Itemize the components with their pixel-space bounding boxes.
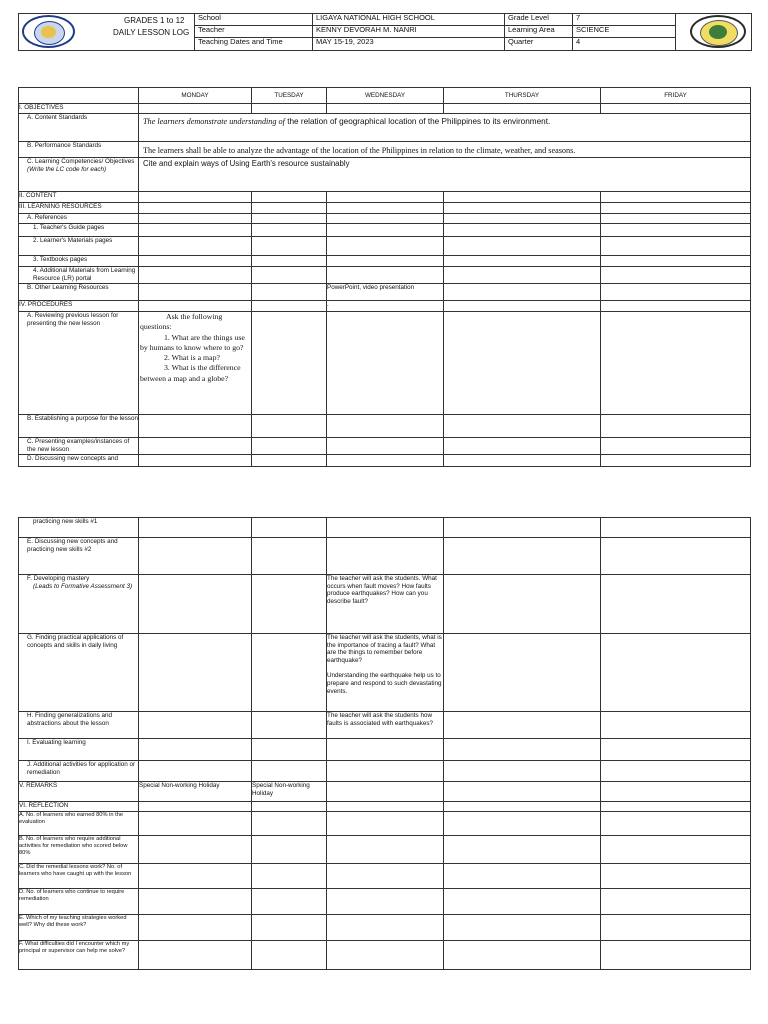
row-label-performance-standards: B. Performance Standards [19,142,139,158]
row-label-reviewing-previous-lesson: A. Reviewing previous lesson for presenting the new lesson [19,312,139,415]
practical-applications-wednesday [327,634,444,712]
day-header-tuesday: TUESDAY [252,88,327,104]
lesson-log-table-page-1 [18,87,751,467]
row-label-presenting-examples: C. Presenting examples/instances of the new lesson [19,438,139,455]
row-label-content-standards: A. Content Standards [19,114,139,142]
school-seal-logo [690,15,746,48]
row-label-discussing-concepts-1: D. Discussing new concepts and [19,455,139,467]
row-label-reflection-b: B. No. of learners who require additional activities for remediation who scored below 80% [19,836,139,864]
section-reflection: VI. REFLECTION [19,802,139,812]
dates-value: MAY 15-19, 2023 [313,38,505,50]
row-label-discussing-concepts-1-cont: practicing new skills #1 [19,518,139,538]
dates-label: Teaching Dates and Time [194,38,313,50]
school-value: LIGAYA NATIONAL HIGH SCHOOL [313,14,505,26]
teacher-label: Teacher [194,26,313,38]
lesson-log-header [18,13,752,51]
row-label-evaluating-learning: I. Evaluating learning [19,739,139,761]
day-header-thursday: THURSDAY [444,88,601,104]
applications-question: The teacher will ask the students, what is the importance of tracing a fault? What are the things to remember before earthquake? [327,634,442,664]
review-questions-monday [139,312,252,415]
grade-level-value: 7 [573,14,676,26]
grade-level-label: Grade Level [505,14,573,26]
quarter-value: 4 [573,38,676,50]
quarter-label: Quarter [505,38,573,50]
other-resources-wednesday: PowerPoint, video presentation [327,284,444,301]
performance-standards-text: The learners shall be able to analyze the advantage of the location of the Philippines in relation to the climate, weather, and seasons. [143,146,576,155]
row-label-reflection-c: C. Did the remedial lessons work? No. of learners who have caught up with the lesson [19,864,139,889]
section-procedures: IV. PROCEDURES [19,301,139,312]
procedures-wednesday-mark: . [327,301,444,312]
deped-seal-logo [22,15,75,48]
content-standards-text [139,114,751,142]
review-intro: Ask the following questions: [140,312,223,332]
row-label-learners-materials: 2. Learner's Materials pages [19,237,139,256]
row-label-reflection-a: A. No. of learners who earned 80% in the evaluation [19,812,139,836]
competencies-note: (Write the LC code for each) [27,165,107,173]
section-content: II. CONTENT [19,192,139,203]
row-label-reflection-d: D. No. of learners who continue to require remediation [19,889,139,915]
row-label-teachers-guide: 1. Teacher's Guide pages [19,224,139,237]
row-label-additional-materials: 4. Additional Materials from Learning Resource (LR) portal [19,267,139,284]
developing-mastery-note: (Leads to Formative Assessment 3) [33,582,133,590]
school-label: School [194,14,313,26]
review-question-1: 1. What are the things use by humans to know where to go? [140,332,245,352]
section-learning-resources: III. LEARNING RESOURCES [19,203,139,214]
teacher-value: KENNY DEVORAH M. NANRI [313,26,505,38]
corner-cell [19,88,139,104]
generalizations-wednesday: The teacher will ask the students how faults is associated with earthquakes? [327,712,444,739]
review-question-2: 2. What is a map? [164,353,220,363]
day-header-monday: MONDAY [139,88,252,104]
row-label-discussing-concepts-2: E. Discussing new concepts and practicing new skills #2 [19,538,139,575]
row-label-textbooks: 3. Textbooks pages [19,256,139,267]
row-label-additional-activities: J. Additional activities for application or remediation [19,761,139,782]
competencies-text: Cite and explain ways of Using Earth's resource sustainably [139,158,751,192]
lesson-log-table-page-2 [18,517,751,970]
section-objectives: I. OBJECTIVES [19,104,139,114]
section-remarks: V. REMARKS [19,782,139,802]
row-label-other-resources: B. Other Learning Resources [19,284,139,301]
content-standards-italic: The learners demonstrate understanding of [143,117,285,126]
day-header-friday: FRIDAY [601,88,751,104]
content-standards-rest: the relation of geographical location of the Philippines to its environment. [284,117,551,126]
developing-mastery-label: F. Developing mastery [27,575,90,582]
learning-area-value: SCIENCE [573,26,676,38]
row-label-references: A. References [19,214,139,224]
review-question-3: 3. What is the difference between a map and a globe? [140,363,241,383]
remarks-tuesday: Special Non-working Holiday [252,782,327,802]
remarks-monday: Special Non-working Holiday [139,782,252,802]
row-label-practical-applications: G. Finding practical applications of concepts and skills in daily living [19,634,139,712]
row-label-generalizations: H. Finding generalizations and abstractions about the lesson [19,712,139,739]
row-label-reflection-f: F. What difficulties did I encounter which my principal or supervisor can help me solve? [19,941,139,970]
competencies-label: C. Learning Competencies/ Objectives [27,158,135,165]
row-label-reflection-e: E. Which of my teaching strategies worked well? Why did these work? [19,915,139,941]
developing-mastery-wednesday: The teacher will ask the students. What occurs when fault moves? How faults produce earthquakes? How can you describe fault? [327,575,444,634]
row-label-establishing-purpose: B. Establishing a purpose for the lesson [19,415,139,438]
log-title: DAILY LESSON LOG [113,28,190,37]
row-label-competencies [19,158,139,192]
row-label-developing-mastery [19,575,139,634]
day-header-wednesday: WEDNESDAY [327,88,444,104]
performance-standards-cell [139,142,751,158]
learning-area-label: Learning Area [505,26,573,38]
grades-label: GRADES 1 to 12 [124,16,185,25]
applications-note: Understanding the earthquake help us to prepare and respond to such devastating events. [327,672,442,695]
